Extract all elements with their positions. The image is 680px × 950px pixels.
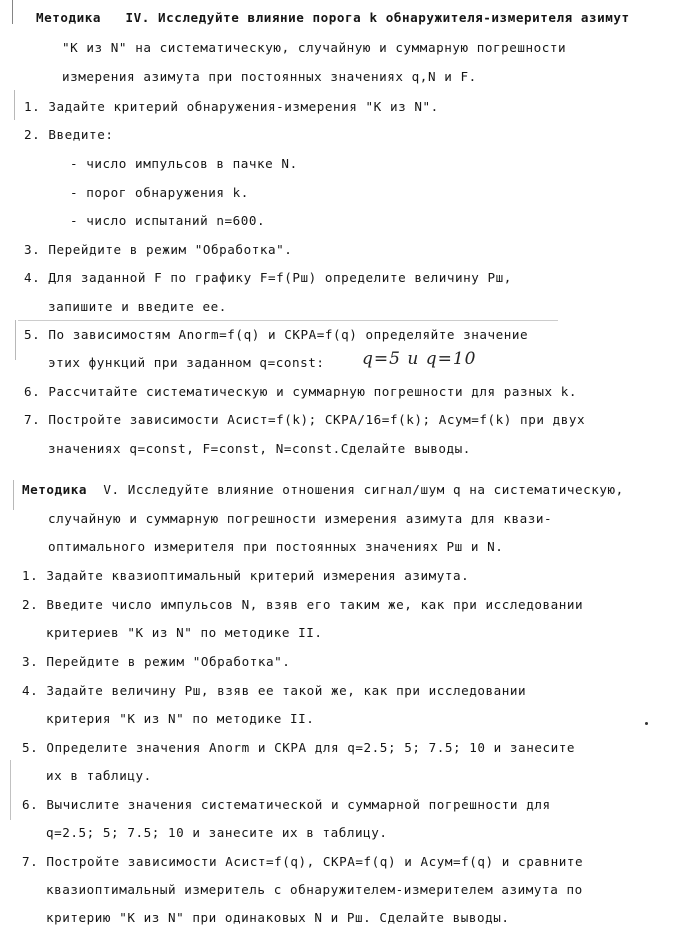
section5-step-7-cont2: критерию "К из N" при одинаковых N и Рш. Сделайте выводы. — [46, 910, 510, 925]
section4-step-4: 4. Для заданной F по графику F=f(Рш) определите величину Рш, — [24, 270, 512, 285]
section5-step-3: 3. Перейдите в режим "Обработка". — [22, 654, 291, 669]
section5-number: V. — [103, 482, 120, 497]
section4-heading-line2: "К из N" на систематическую, случайную и суммарную погрешности — [62, 40, 567, 55]
section4-heading-line3: измерения азимута при постоянных значениях q,N и F. — [62, 69, 477, 84]
scan-margin-mark — [13, 480, 14, 510]
section5-step-2: 2. Введите число импульсов N, взяв его таким же, как при исследовании — [22, 597, 584, 612]
section4-step-5-cont: этих функций при заданном q=const: — [48, 355, 325, 370]
section4-label: Методика — [36, 10, 102, 25]
section5-step-4: 4. Задайте величину Рш, взяв ее такой же, как при исследовании — [22, 683, 527, 698]
section5-step-5: 5. Определите значения Anorm и СКРА для q=2.5; 5; 7.5; 10 и занесите — [22, 740, 575, 755]
section5-title: Исследуйте влияние отношения сигнал/шум q на систематическую, — [127, 482, 624, 497]
scan-margin-mark — [10, 760, 11, 820]
section4-step-6: 6. Рассчитайте систематическую и суммарную погрешности для разных k. — [24, 384, 577, 399]
section4-step-3: 3. Перейдите в режим "Обработка". — [24, 242, 293, 257]
section5-step-1: 1. Задайте квазиоптимальный критерий измерения азимута. — [22, 568, 470, 583]
section5-heading-line2: случайную и суммарную погрешности измерения азимута для квази- — [48, 511, 553, 526]
section5-step-6: 6. Вычислите значения систематической и суммарной погрешности для — [22, 797, 551, 812]
scan-margin-mark — [12, 0, 13, 24]
scan-margin-mark — [14, 90, 15, 120]
section4-heading-line1 — [36, 10, 630, 26]
section5-step-2-cont: критериев "К из N" по методике II. — [46, 625, 323, 640]
section4-step-5: 5. По зависимостям Anorm=f(q) и СКРА=f(q) определяйте значение — [24, 327, 529, 342]
section5-label: Методика — [22, 482, 88, 497]
scan-margin-mark — [15, 320, 16, 360]
scan-rule-mark — [18, 320, 558, 321]
section4-step-2: 2. Введите: — [24, 127, 114, 142]
section5-step-4-cont: критерия "К из N" по методике II. — [46, 711, 315, 726]
scan-dot-mark — [645, 722, 648, 725]
section4-step-7-cont: значениях q=const, F=const, N=const.Сделайте выводы. — [48, 441, 471, 456]
section4-step-2-item-n: - число импульсов в пачке N. — [70, 156, 298, 171]
handwritten-note: q=5 и q=10 — [362, 349, 477, 369]
section4-step-7: 7. Постройте зависимости Асист=f(k); СКРА/16=f(k); Асум=f(k) при двух — [24, 412, 586, 427]
section4-step-2-item-k: - порог обнаружения k. — [70, 185, 249, 200]
section5-step-7: 7. Постройте зависимости Асист=f(q), СКРА=f(q) и Асум=f(q) и сравните — [22, 854, 584, 869]
section4-title: Исследуйте влияние порога k обнаружителя-измерителя азимут — [158, 10, 630, 25]
section5-heading-line3: оптимального измерителя при постоянных значениях Рш и N. — [48, 539, 504, 554]
section4-number: IV. — [125, 10, 150, 25]
section5-step-5-cont: их в таблицу. — [46, 768, 152, 783]
section5-step-7-cont1: квазиоптимальный измеритель с обнаружителем-измерителем азимута по — [46, 882, 583, 897]
section4-step-1: 1. Задайте критерий обнаружения-измерения "К из N". — [24, 99, 439, 114]
section5-heading-line1 — [22, 482, 624, 498]
section4-step-2-item-trials: - число испытаний n=600. — [70, 213, 266, 228]
section4-step-4-cont: запишите и введите ее. — [48, 299, 227, 314]
section5-step-6-cont: q=2.5; 5; 7.5; 10 и занесите их в таблицу. — [46, 825, 388, 840]
